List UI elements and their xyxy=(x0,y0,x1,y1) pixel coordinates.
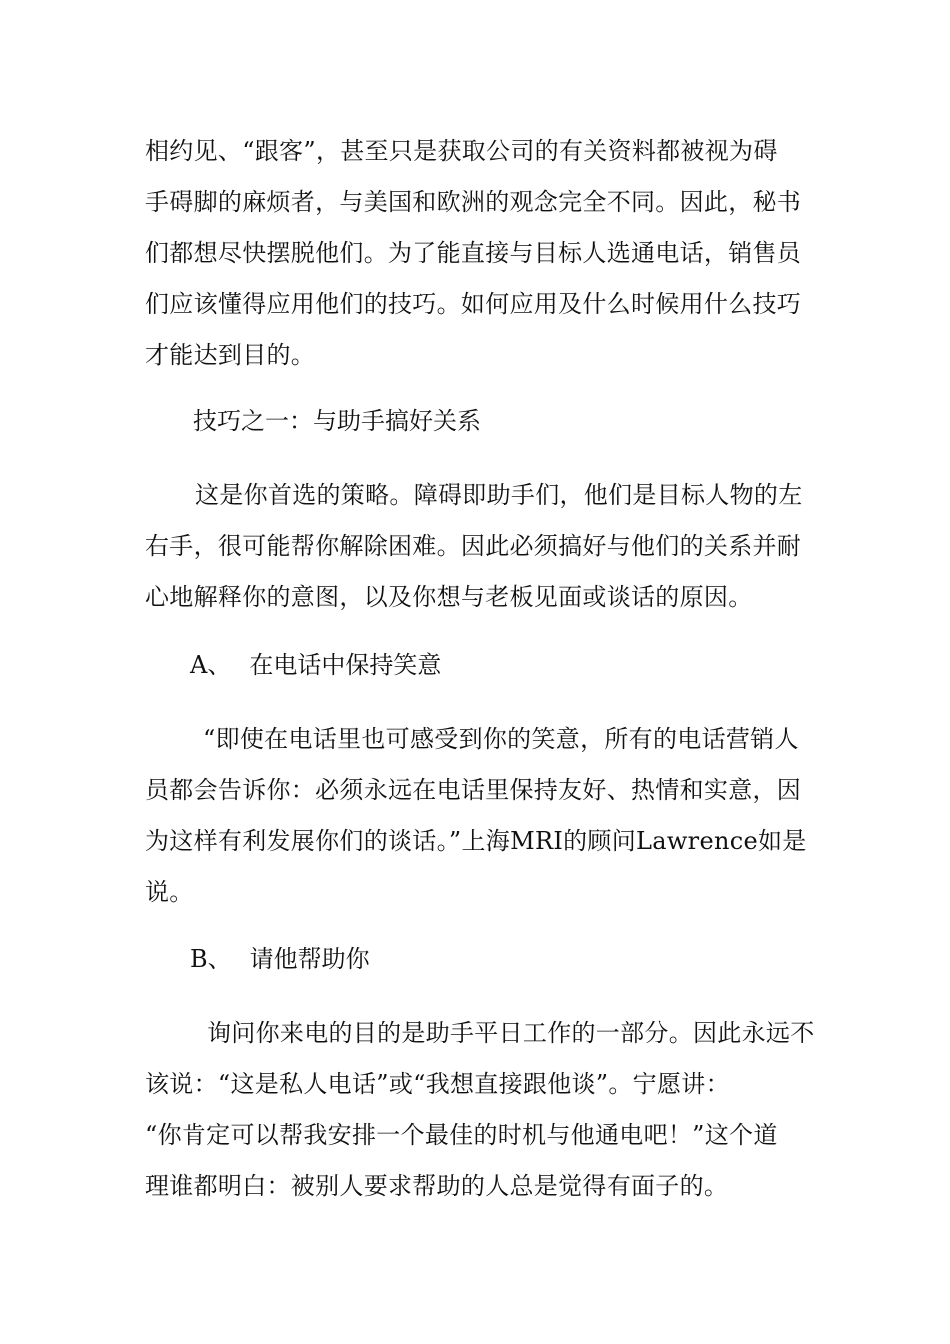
paragraph-line: 为这样有利发展你们的谈话。”上海MRI的顾问Lawrence如是 xyxy=(145,827,807,855)
heading-tip-1: 技巧之一：与助手搞好关系 xyxy=(193,407,481,435)
heading-marker: B、 xyxy=(190,945,232,973)
paragraph-line: 们都想尽快摆脱他们。为了能直接与目标人选通电话，销售员 xyxy=(145,239,802,267)
paragraph-intro xyxy=(145,126,805,381)
paragraph-line: 该说：“这是私人电话”或“我想直接跟他谈”。宁愿讲： xyxy=(145,1070,730,1098)
heading-text: 在电话中保持笑意 xyxy=(249,651,442,679)
paragraph-line: 相约见、“跟客”，甚至只是获取公司的有关资料都被视为碍 xyxy=(145,137,778,165)
paragraph-line: 右手，很可能帮你解除困难。因此必须搞好与他们的关系并耐 xyxy=(145,532,802,560)
paragraph-line: 这是你首选的策略。障碍即助手们，他们是目标人物的左 xyxy=(195,481,803,509)
paragraph-tip-1 xyxy=(145,470,805,623)
paragraph-line: “即使在电话里也可感受到你的笑意，所有的电话营销人 xyxy=(203,725,799,753)
paragraph-line: 说。 xyxy=(145,878,194,906)
paragraph-line: 心地解释你的意图，以及你想与老板见面或谈话的原因。 xyxy=(145,583,753,611)
heading-b xyxy=(190,934,370,985)
heading-text: 请他帮助你 xyxy=(249,945,370,973)
paragraph-line: “你肯定可以帮我安排一个最佳的时机与他通电吧！”这个道 xyxy=(145,1121,778,1149)
paragraph-b xyxy=(145,1008,815,1212)
paragraph-line: 理谁都明白：被别人要求帮助的人总是觉得有面子的。 xyxy=(145,1172,729,1200)
paragraph-line: 员都会告诉你：必须永远在电话里保持友好、热情和实意，因 xyxy=(145,776,802,804)
heading-a xyxy=(190,640,441,691)
paragraph-line: 们应该懂得应用他们的技巧。如何应用及什么时候用什么技巧 xyxy=(145,290,802,318)
paragraph-line: 询问你来电的目的是助手平日工作的一部分。因此永远不 xyxy=(207,1019,815,1047)
paragraph-a xyxy=(145,714,805,918)
paragraph-line: 手碍脚的麻烦者，与美国和欧洲的观念完全不同。因此，秘书 xyxy=(145,188,802,216)
heading-marker: A、 xyxy=(190,651,232,679)
paragraph-line: 才能达到目的。 xyxy=(145,341,316,369)
